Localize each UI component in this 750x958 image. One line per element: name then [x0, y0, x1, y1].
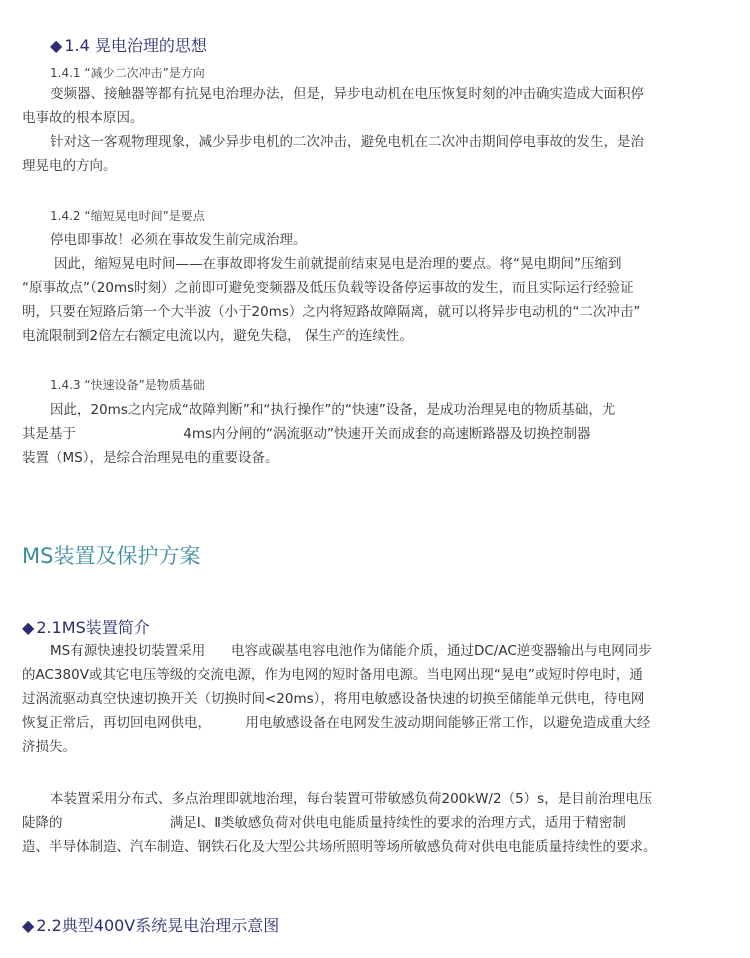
text-line: 因此，20ms之内完成“故障判断”和“执行操作”的“快速”设备，是成功治理晃电的物质基础，尤: [50, 402, 616, 418]
text-line: 明，只要在短路后第一个大半波（小于20ms）之内将短路故障隔离，就可以将异步电动机的“二次冲击”: [22, 304, 641, 320]
chapter-title: MS装置及保护方案: [22, 544, 201, 568]
subsection-heading-1-4-3: 1.4.3 “快速设备”是物质基础: [50, 378, 205, 392]
subsection-heading-1-4-2: 1.4.2 “缩短晃电时间”是要点: [50, 209, 205, 223]
text-line: 理晃电的方向。: [22, 158, 117, 174]
text-line: 针对这一客观物理现象，减少异步电机的二次冲击，避免电机在二次冲击期间停电事故的发生，是治: [50, 134, 644, 150]
diamond-bullet-icon: ◆: [22, 618, 35, 637]
text-line: 装置（MS），是综合治理晃电的重要设备。: [22, 450, 279, 466]
text-line: “原事故点”（20ms时刻）之前即可避免变频器及低压负载等设备停运事故的发生，而且实际运行经验证: [22, 280, 634, 296]
diamond-bullet-icon: ◆: [50, 36, 63, 55]
text-line: 变频器、接触器等都有抗晃电治理办法，但是，异步电动机在电压恢复时刻的冲击确实造成大面积停: [50, 86, 644, 102]
section-heading-2-1: [22, 617, 150, 639]
text-line: 电流限制到2倍左右额定电流以内，避免失稳， 保生产的连续性。: [22, 328, 413, 344]
text-line: 陡降的 满足Ⅰ、Ⅱ类敏感负荷对供电电能质量持续性的要求的治理方式，适用于精密制: [22, 815, 626, 831]
paragraph-2-1-intro: [22, 639, 730, 759]
text-line: 因此，缩短晃电时间——在事故即将发生前就提前结束晃电是治理的要点。将“晃电期间”压缩到: [54, 256, 622, 272]
subsection-heading-1-4-1: 1.4.1 “减少二次冲击”是方向: [50, 66, 205, 80]
text-line: MS有源快速投切装置采用 电容或碳基电容电池作为储能介质，通过DC/AC逆变器输出与电网同步: [50, 643, 652, 659]
text-line: 停电即事故！必须在事故发生前完成治理。: [50, 232, 307, 248]
section-heading-2-2: [22, 915, 279, 937]
section-title: 2.1MS装置简介: [36, 618, 150, 637]
section-heading-1-4: [50, 35, 207, 57]
text-line: 的AC380V或其它电压等级的交流电源，作为电网的短时备用电源。当电网出现“晃电”或短时停电时，通: [22, 667, 643, 683]
paragraph-1-4-1: [22, 82, 730, 178]
diamond-bullet-icon: ◆: [22, 916, 35, 935]
paragraph-1-4-2: [22, 228, 730, 348]
text-line: 电事故的根本原因。: [22, 110, 144, 126]
text-line: 造、半导体制造、汽车制造、钢铁石化及大型公共场所照明等场所敏感负荷对供电电能质量持续性的要求。: [22, 839, 657, 855]
paragraph-2-1-scope: [22, 787, 730, 859]
text-line: 过涡流驱动真空快速切换开关（切换时间<20ms），将用电敏感设备快速的切换至储能单元供电，待电网: [22, 691, 645, 707]
paragraph-1-4-3: [22, 398, 730, 470]
section-title: 1.4 晃电治理的思想: [64, 36, 207, 55]
text-line: 济损失。: [22, 739, 76, 755]
section-title: 2.2典型400V系统晃电治理示意图: [36, 916, 280, 935]
text-line: 其是基于 4ms内分闸的“涡流驱动”快速开关而成套的高速断路器及切换控制器: [22, 426, 591, 442]
text-line: 本装置采用分布式、多点治理即就地治理，每台装置可带敏感负荷200kW/2（5）s，是目前治理电压: [50, 791, 653, 807]
text-line: 恢复正常后，再切回电网供电， 用电敏感设备在电网发生波动期间能够正常工作，以避免造成重大经: [22, 715, 651, 731]
